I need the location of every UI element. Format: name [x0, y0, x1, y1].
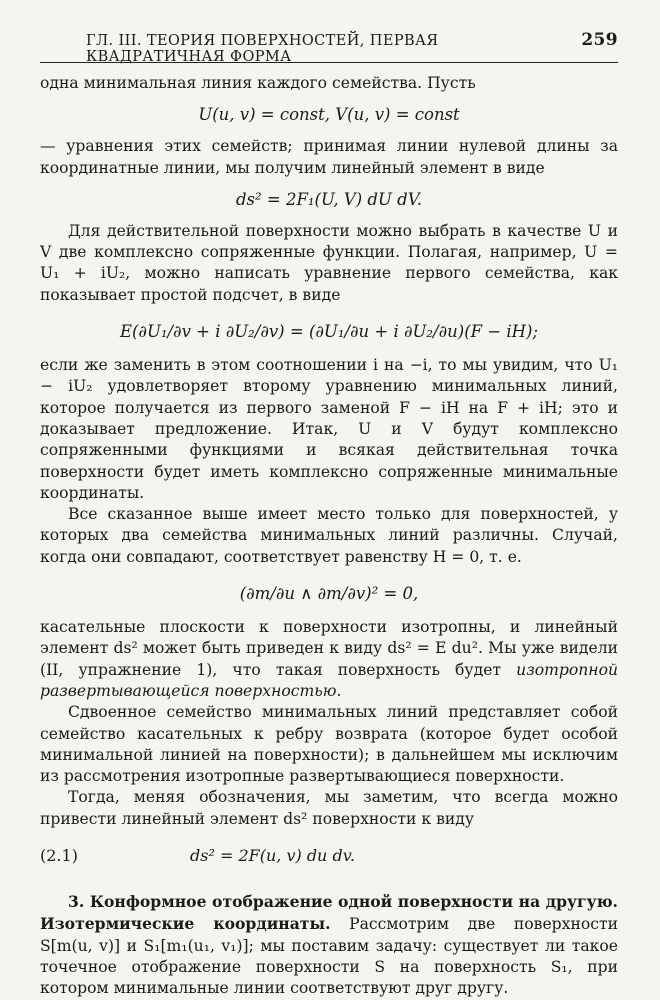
paragraph-6	[40, 617, 618, 702]
book-page	[40, 30, 618, 1000]
equation-main: ds² = 2F(u, v) du dv.	[190, 846, 355, 866]
page-number: 259	[581, 30, 618, 50]
formula-isotropic: (∂m/∂u ∧ ∂m/∂v)² = 0,	[239, 584, 419, 604]
paragraph-7: Сдвоенное семейство минимальных линий представляет собой семейство касательных к ребру возврата (которое будет особой минимальной линией на поверхности); в дальнейшем мы исключим из рассмотрения изотропные развертывающиеся поверхности.	[40, 703, 618, 786]
paragraph-8: Тогда, меняя обозначения, мы заметим, что всегда можно привести линейный элемент ds² поверхности к виду	[40, 788, 618, 828]
term-isotropic-developable: изотропной развертывающейся поверхностью.	[40, 660, 618, 700]
paragraph-5: Все сказанное выше имеет место только для поверхностей, у которых два семейства минимальных линий различны. Случай, когда они совпадают, соответствует равенству H = 0, т. е.	[40, 505, 618, 566]
paragraph-3: Для действительной поверхности можно выбрать в качестве U и V две комплексно сопряженные функции. Полагая, например, U = U₁ + iU₂, можно написать уравнение первого семейства, как показывает простой подсчет, в виде	[40, 221, 618, 304]
equation-number: (2.1)	[40, 846, 78, 866]
running-title: ГЛ. III. ТЕОРИЯ ПОВЕРХНОСТЕЙ, ПЕРВАЯ КВАДРАТИЧНАЯ ФОРМА	[86, 33, 439, 65]
paragraph-9: Рассмотрим две поверхности S[m(u, v)] и S₁[m₁(u₁, v₁)]; мы поставим задачу: существует ли такое точечное отображение поверхности S на поверхность S₁, при котором минимальные линии соответствуют друг другу.	[40, 915, 618, 998]
section-heading: 3. Конформное отображение одной поверхности на другую. Изотермические координаты.	[40, 892, 618, 934]
formula-first-family: E(∂U₁/∂v + i ∂U₂/∂v) = (∂U₁/∂u + i ∂U₂/∂u)(F − iH);	[119, 322, 539, 342]
equation-2-1	[40, 846, 618, 865]
paragraph-2: — уравнения этих семейств; принимая линии нулевой длины за координатные линии, мы получим линейный элемент в виде	[40, 137, 618, 177]
formula-families: U(u, v) = const, V(u, v) = const	[198, 105, 460, 125]
paragraph-6-text: касательные плоскости к поверхности изотропны, и линейный элемент ds² может быть приведен к виду ds² = E du². Мы уже видели (II, упражнение 1), что такая поверхность будет	[40, 618, 618, 679]
paragraph-line1: одна минимальная линия каждого семейства. Пусть	[40, 74, 476, 92]
formula-ds2: ds² = 2F₁(U, V) dU dV.	[236, 189, 422, 209]
running-header	[40, 30, 618, 65]
paragraph-4: если же заменить в этом соотношении i на −i, то мы увидим, что U₁ − iU₂ удовлетворяет второму уравнению минимальных линий, которое получается из первого заменой F − iH на F + iH; это и доказывает предложение. Итак, U и V будут комплексно сопряженными функциями и всякая действительная точка поверхности будет иметь комплексно сопряженные минимальные координаты.	[40, 356, 618, 502]
section-3	[40, 891, 618, 999]
